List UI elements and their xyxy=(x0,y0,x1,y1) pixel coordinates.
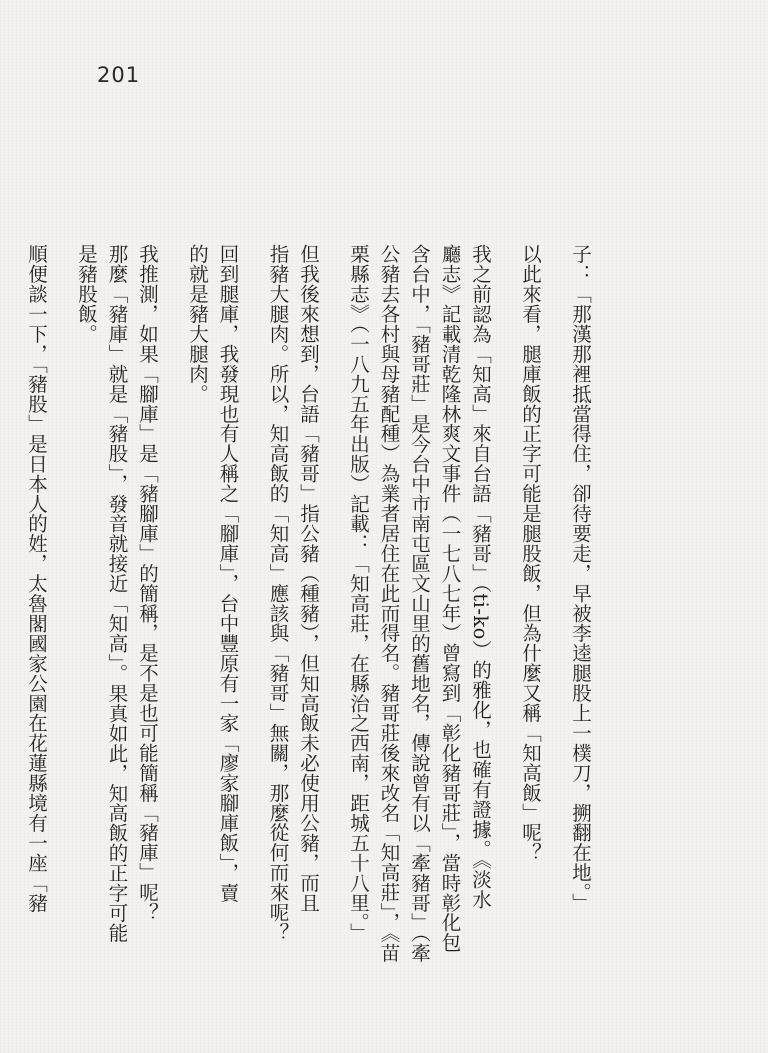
text-column: 我之前認為「知高」來自台語「豬哥」（ti-ko）的雅化，也確有證據。《淡水 xyxy=(469,244,492,910)
text-column: 以此來看，腿庫飯的正字可能是腿股飯，但為什麼又稱「知高飯」呢？ xyxy=(519,244,542,863)
text-column: 的就是豬大腿肉。 xyxy=(186,244,209,404)
text-column: 我推測，如果「腳庫」是「豬腳庫」的簡稱，是不是也可能簡稱「豬庫」呢？ xyxy=(136,244,159,923)
text-column: 子：「那漢那裡抵當得住，卻待要走，早被李逵腿股上一樸刀，搠翻在地。」 xyxy=(569,244,592,913)
text-column: 順便談一下，「豬股」是日本人的姓，太魯閣國家公園在花蓮縣境有一座「豬 xyxy=(25,244,48,913)
text-column: 是豬股飯。 xyxy=(75,244,98,344)
text-column: 廳志》記載清乾隆林爽文事件（一七八七年）曾寫到「彰化豬哥莊」，當時彰化包 xyxy=(438,244,462,953)
text-column: 指豬大腿肉。所以，知高飯的「知高」應該與「豬哥」無關，那麼從何而來呢？ xyxy=(266,244,290,943)
page-number: 201 xyxy=(97,63,141,87)
text-column: 那麼「豬庫」就是「豬股」，發音就接近「知高」。果真如此，知高飯的正字可能 xyxy=(105,244,129,943)
text-column: 但我後來想到，台語「豬哥」指公豬（種豬），但知高飯未必使用公豬，而且 xyxy=(297,244,320,913)
text-column: 回到腿庫，我發現也有人稱之「腳庫」，台中豐原有一家「廖家腳庫飯」，賣 xyxy=(216,244,240,903)
body-text xyxy=(25,244,595,963)
text-column: 栗縣志》（一八九五年出版）記載：「知高莊，在縣治之西南，距城五十八里。」 xyxy=(347,244,370,943)
text-column: 公豬去各村與母豬配種）為業者居住在此而得名。豬哥莊後來改名「知高莊」，《苗 xyxy=(377,244,401,963)
text-column: 含台中，「豬哥莊」是今台中市南屯區文山里的舊地名，傳說曾有以「牽豬哥」（牽 xyxy=(408,244,431,963)
